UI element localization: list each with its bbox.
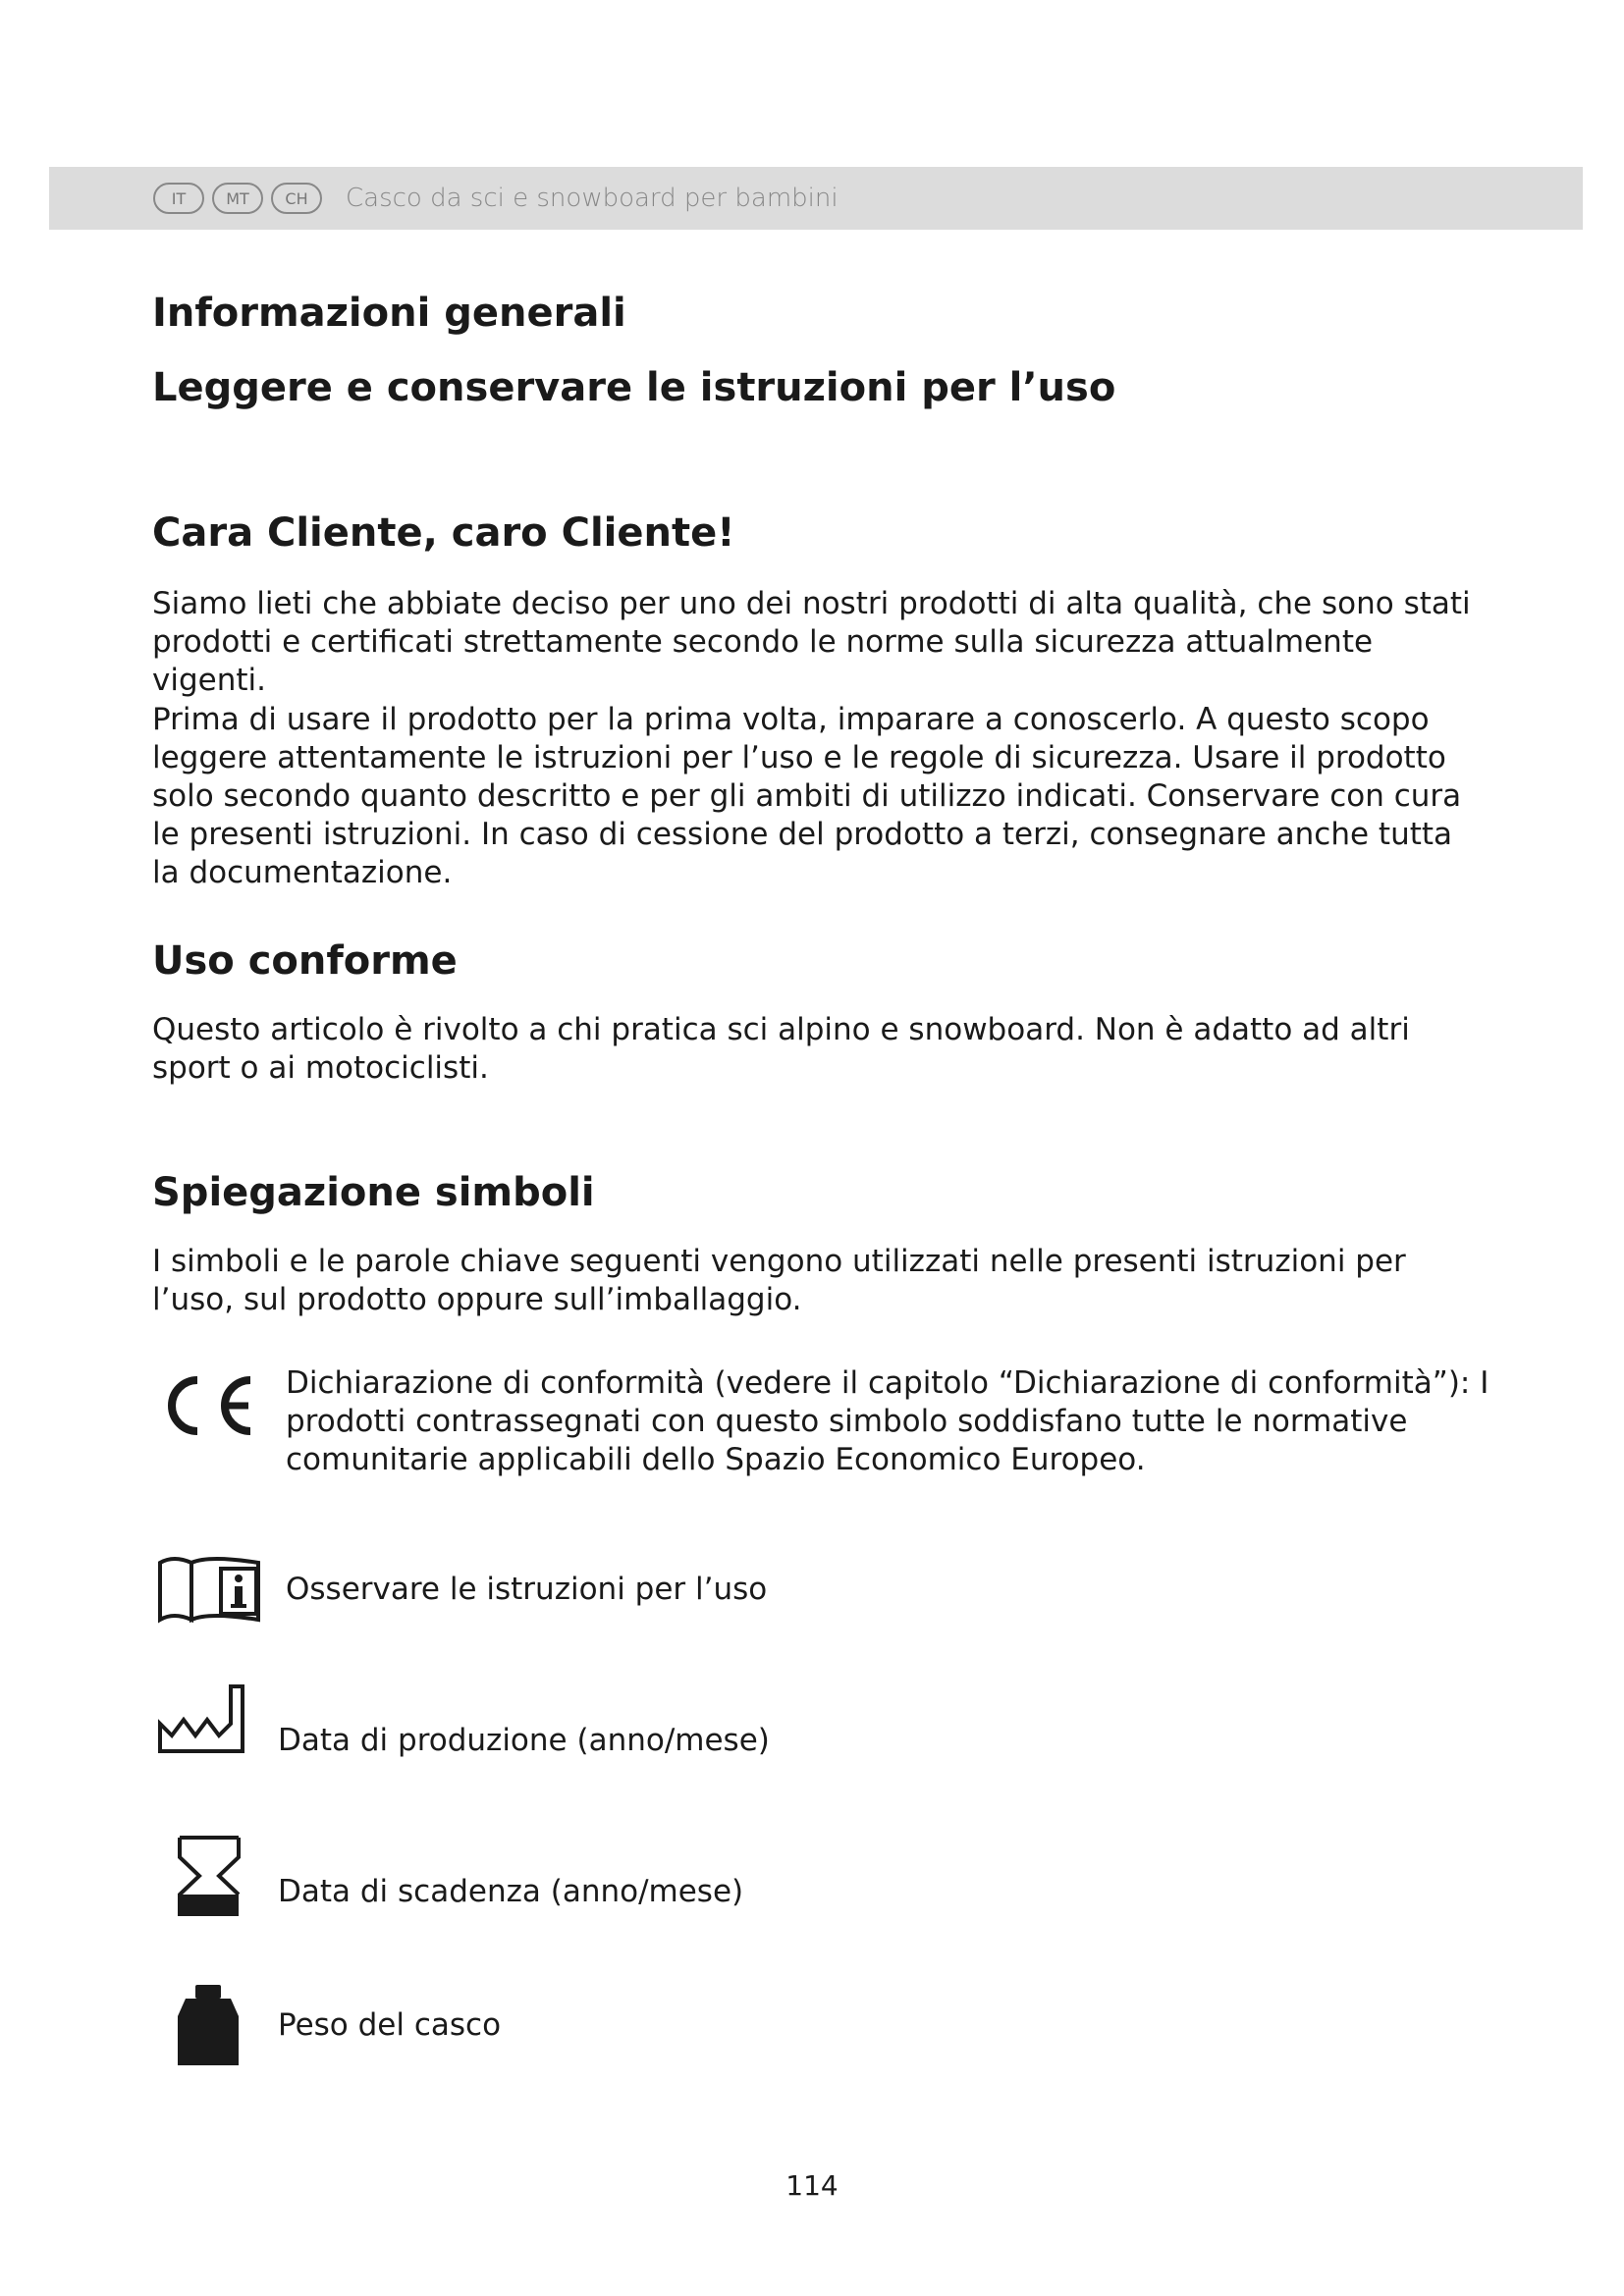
hourglass-icon	[152, 1832, 262, 1924]
factory-date-icon	[152, 1681, 262, 1763]
page-number: 114	[785, 2169, 839, 2202]
manual-description: Osservare le istruzioni per l’uso	[286, 1572, 768, 1607]
weight-description: Peso del casco	[278, 2007, 502, 2043]
symbol-row-production	[152, 1681, 1495, 1763]
symbol-row-manual	[152, 1555, 1503, 1633]
symbols-title: Spiegazione simboli	[152, 1170, 595, 1215]
symbol-row-ce	[152, 1364, 1503, 1479]
intended-use-paragraph: Questo articolo è rivolto a chi pratica sci alpino e snowboard. Non è adatto ad altri sport o ai motociclisti.	[152, 1012, 1410, 1086]
badge-it: IT	[153, 183, 204, 214]
ce-mark-icon	[152, 1364, 262, 1451]
header-bar	[49, 167, 1583, 230]
customer-paragraph-2: Prima di usare il prodotto per la prima volta, imparare a conoscerlo. A questo scopo leggere attentamente le istruzioni per l’uso e le regole di sicurezza. Usare il prodotto solo secondo quanto descritto e per gli ambiti di utilizzo indicati. Conservare con cura le presenti istruzioni. In caso di cessione del prodotto a terzi, consegnare anche tutta la documentazione.	[152, 702, 1462, 890]
weight-icon	[152, 1981, 262, 2073]
general-info-title: Informazioni generali	[152, 291, 626, 336]
badge-ch: CH	[271, 183, 322, 214]
read-instructions-title: Leggere e conservare le istruzioni per l’uso	[152, 365, 1116, 410]
header-title: Casco da sci e snowboard per bambini	[346, 184, 839, 213]
symbols-intro-paragraph: I simboli e le parole chiave seguenti vengono utilizzati nelle presenti istruzioni per l’uso, sul prodotto oppure sull’imballaggio.	[152, 1244, 1406, 1317]
expiry-date-description: Data di scadenza (anno/mese)	[278, 1874, 744, 1909]
symbol-row-expiry	[152, 1832, 1495, 1924]
symbol-row-weight	[152, 1981, 1495, 2073]
country-badges	[153, 183, 322, 214]
instruction-manual-icon	[152, 1555, 262, 1633]
customer-paragraph-1: Siamo lieti che abbiate deciso per uno dei nostri prodotti di alta qualità, che sono stati prodotti e certificati strettamente secondo le norme sulla sicurezza attualmente vigenti.	[152, 586, 1471, 698]
intended-use-title: Uso conforme	[152, 938, 458, 984]
badge-mt: MT	[212, 183, 263, 214]
production-date-description: Data di produzione (anno/mese)	[278, 1723, 770, 1758]
ce-mark-description: Dichiarazione di conformità (vedere il capitolo “Dichiarazione di conformità”): I prodotti contrassegnati con questo simbolo soddisfano tutte le normative comunitarie applicabili dello Spazio Economico Europeo.	[286, 1365, 1489, 1477]
customer-title: Cara Cliente, caro Cliente!	[152, 510, 735, 556]
